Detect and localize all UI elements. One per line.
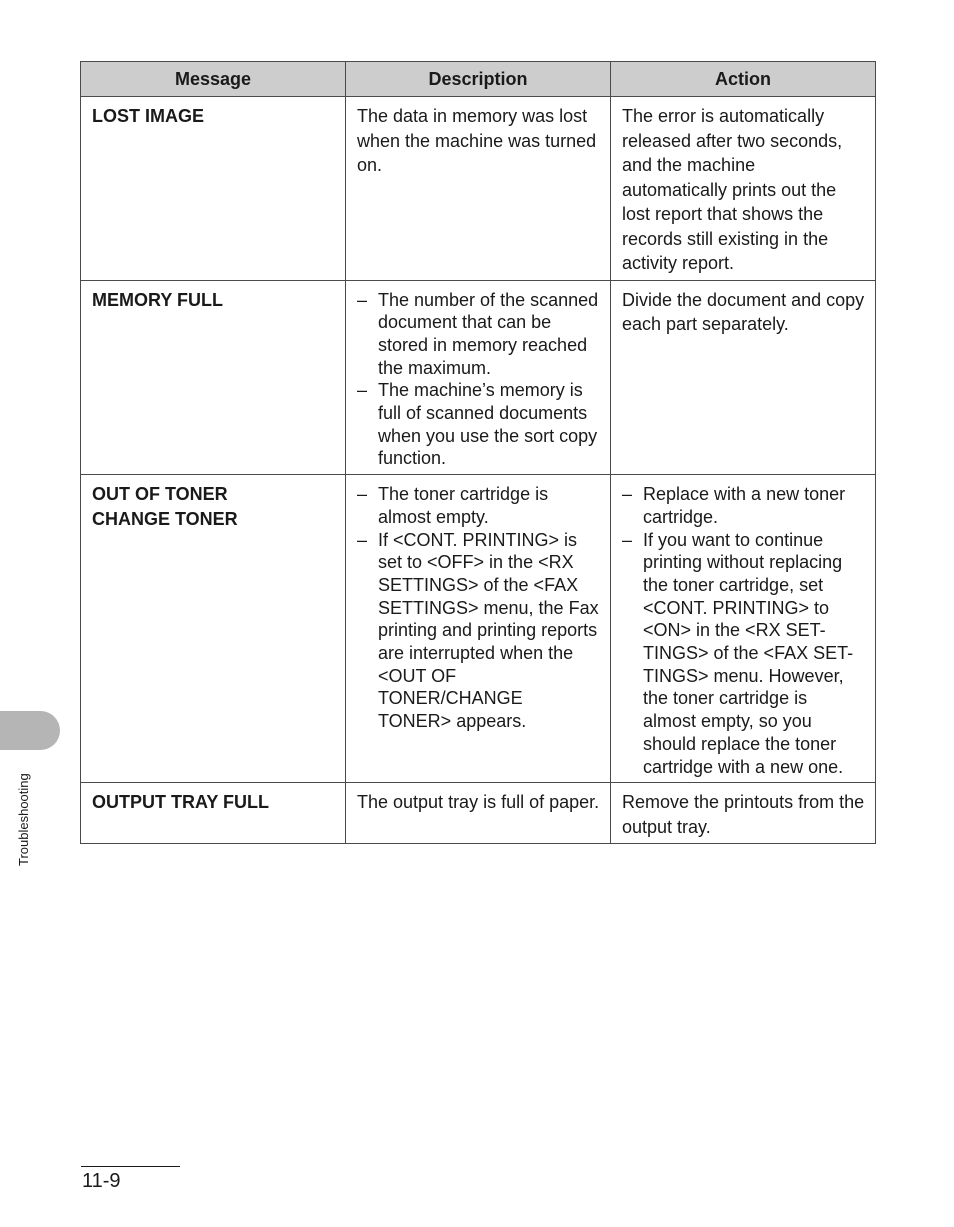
message-text: OUT OF TONER [92,484,228,505]
footer-divider [81,1166,180,1167]
action-cell: The error is automatically released after two seconds, and the machine automatically prints out the lost report that shows the records still existing in the activity report. [611,97,876,281]
list-item: – If you want to continue printing without replacing the toner cartridge, set <CONT. PRINTING> to <ON> in the <RX SET-TINGS> of the <FAX SET-TINGS> menu. However, the toner cartridge is almost empty, so you should replace the toner cartridge with a new one. [622,529,865,779]
list-item: – Replace with a new toner cartridge. [622,483,865,528]
page-number: 11-9 [82,1170,121,1192]
message-text: OUTPUT TRAY FULL [92,792,270,813]
table-row [81,97,876,281]
description-cell: The output tray is full of paper. [346,783,611,844]
list-item: – The machine’s memory is full of scanned documents when you use the sort copy function. [357,379,600,470]
table-row [81,280,876,475]
description-list [357,483,600,733]
action-cell: Divide the document and copy each part separately. [611,280,876,475]
error-message-table [80,61,876,844]
chapter-label: Troubleshooting [16,773,31,866]
description-cell: The data in memory was lost when the machine was turned on. [346,97,611,281]
message-cell [81,280,346,475]
table-header-row [81,62,876,97]
message-table-container [80,61,876,844]
message-text: CHANGE TONER [92,508,238,529]
description-list [357,289,600,471]
list-item: – If <CONT. PRINTING> is set to <OFF> in the <RX SETTINGS> of the <FAX SETTINGS> menu, the Fax printing and printing reports are interrupted when the <OUT OF TONER/CHANGE TONER> appears. [357,529,600,733]
table-row [81,475,876,783]
message-text: LOST IMAGE [92,106,204,126]
list-item: – The toner cartridge is almost empty. [357,483,600,528]
header-message: Message [81,62,346,97]
message-cell [81,783,346,844]
message-cell [81,475,346,783]
list-item: – The number of the scanned document that can be stored in memory reached the maximum. [357,289,600,380]
action-cell: Remove the printouts from the output tray. [611,783,876,844]
action-cell [611,475,876,783]
header-description: Description [346,62,611,97]
description-cell [346,475,611,783]
message-text: MEMORY FULL [92,289,223,310]
header-action: Action [611,62,876,97]
table-row [81,783,876,844]
message-cell [81,97,346,281]
description-cell [346,280,611,475]
chapter-tab [0,711,60,750]
action-list [622,483,865,778]
